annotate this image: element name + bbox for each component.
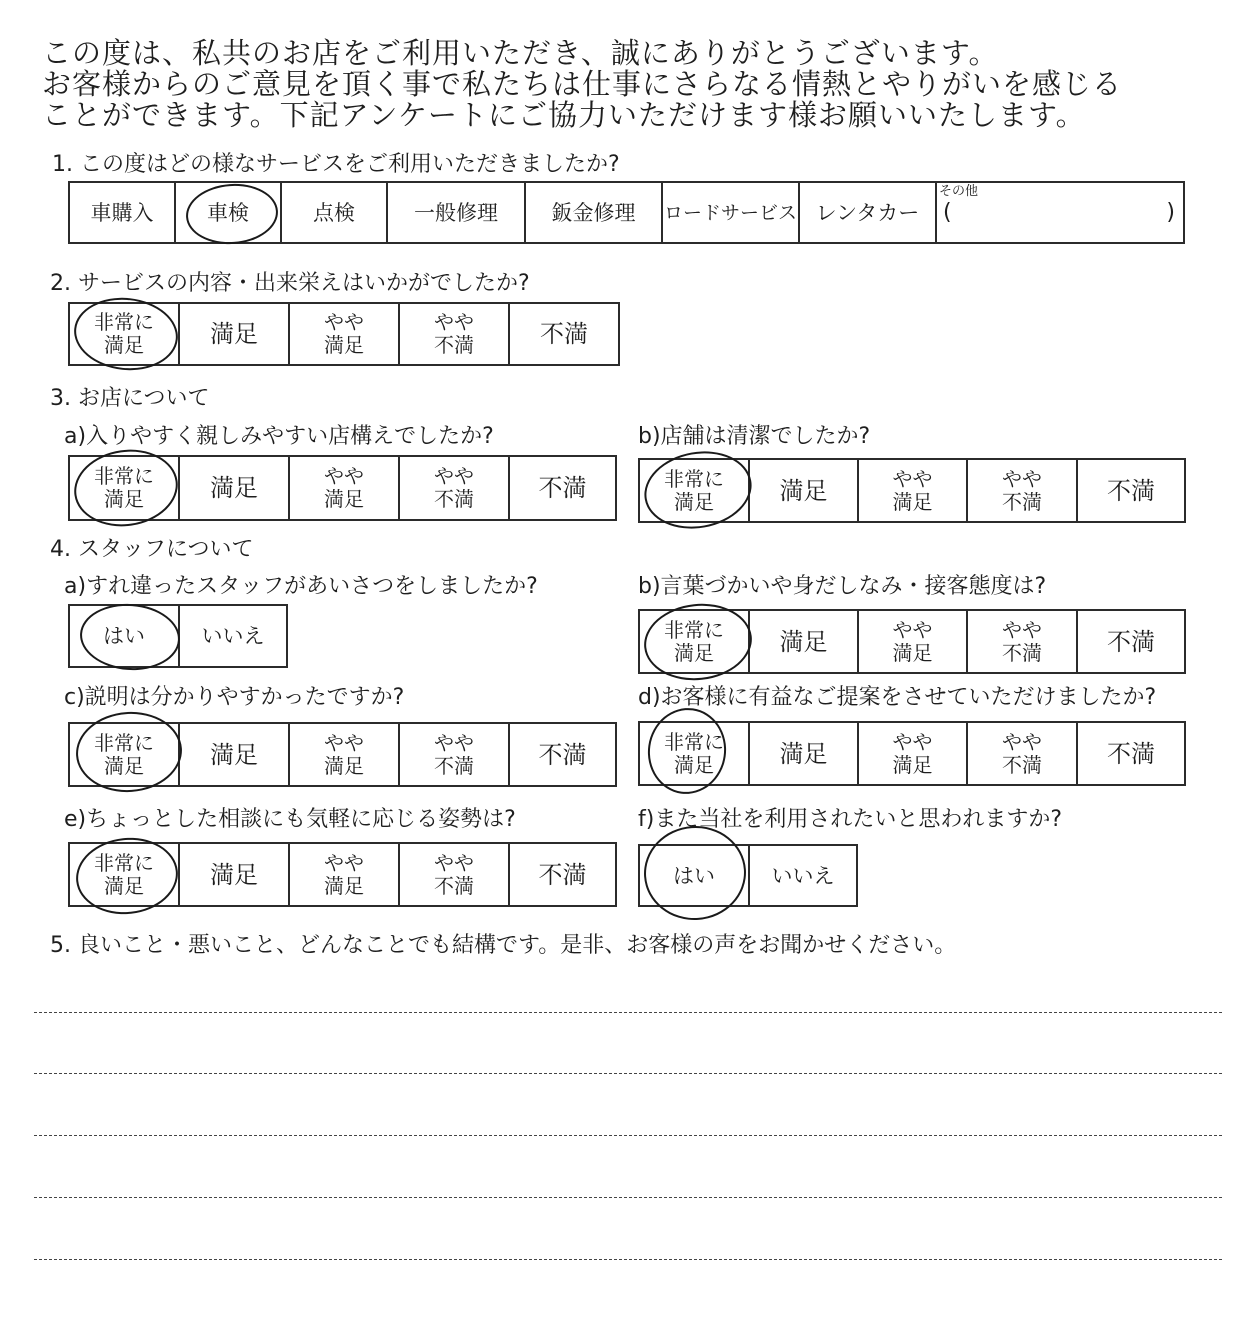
q3b-opt1-line2: 満足	[674, 489, 714, 514]
q2-option-satisfied[interactable]: 満足	[180, 304, 290, 364]
q4d-option-dissatisfied[interactable]: 不満	[1107, 739, 1155, 768]
q4f-yesno	[638, 844, 858, 907]
q4d-opt3-line1: やや	[892, 729, 933, 754]
q4b-opt3-line2: 満足	[892, 640, 933, 665]
q4d-question: d)お客様に有益なご提案をさせていただけましたか?	[638, 685, 1157, 710]
q4f-question: f)また当社を利用されたいと思われますか?	[638, 807, 1063, 832]
q3b-question: b)店舗は清潔でしたか?	[638, 424, 871, 449]
q4d-opt1-line1: 非常に	[664, 729, 724, 754]
q4c-question: c)説明は分かりやすかったですか?	[64, 685, 405, 710]
q4e-option-dissatisfied[interactable]: 不満	[538, 860, 587, 889]
q2-opt1-line2: 満足	[104, 333, 144, 357]
q3b-opt3-line1: やや	[892, 466, 933, 491]
q3a-option-dissatisfied[interactable]: 不満	[538, 474, 587, 502]
intro-text	[42, 38, 1122, 131]
q3b-opt4-line2: 不満	[1002, 489, 1042, 514]
q4e-option-satisfied[interactable]: 満足	[180, 844, 290, 905]
intro-line-1: この度は、私共のお店をご利用いただき、誠にありがとうございます。	[42, 36, 999, 70]
q4d-opt1-line2: 満足	[674, 752, 714, 777]
q4c-option-somewhat-dissatisfied[interactable]	[400, 724, 510, 785]
intro-line-2: お客様からのご意見を頂く事で私たちは仕事にさらなる情熱とやりがいを感じる	[42, 67, 1123, 101]
comment-line-2[interactable]	[34, 1073, 1222, 1074]
q3b-option-satisfied[interactable]: 満足	[750, 460, 859, 521]
q4f-option-yes[interactable]: はい	[640, 846, 750, 905]
q4a-yesno	[68, 604, 288, 668]
q5-question: 5. 良いこと・悪いこと、どんなことでも結構です。是非、お客様の声をお聞かせください。	[50, 933, 957, 958]
q4d-option-satisfied[interactable]: 満足	[750, 723, 859, 784]
q3a-opt4-line2: 不満	[434, 487, 474, 511]
q4d-option-somewhat-dissatisfied[interactable]	[968, 723, 1078, 784]
q4c-scale	[68, 722, 617, 787]
comment-line-3[interactable]	[34, 1135, 1222, 1136]
q2-question: 2. サービスの内容・出来栄えはいかがでしたか?	[50, 271, 530, 296]
q4e-opt3-line2: 満足	[324, 873, 364, 898]
q4c-opt1-line2: 満足	[104, 753, 144, 778]
q4b-option-very-satisfied[interactable]	[640, 611, 750, 672]
q4b-scale	[638, 609, 1186, 674]
q4d-option-somewhat-satisfied[interactable]	[859, 723, 968, 784]
q4c-option-dissatisfied[interactable]: 不満	[538, 740, 587, 769]
q3b-option-dissatisfied[interactable]: 不満	[1107, 476, 1155, 505]
q4b-opt4-line2: 不満	[1002, 640, 1042, 665]
q3a-option-satisfied[interactable]: 満足	[180, 457, 290, 519]
q4b-question: b)言葉づかいや身だしなみ・接客態度は?	[638, 574, 1047, 599]
q4c-opt1-line1: 非常に	[94, 730, 154, 755]
comment-line-5[interactable]	[34, 1259, 1222, 1260]
q3a-opt4-line1: やや	[434, 464, 474, 488]
q4e-opt1-line2: 満足	[104, 873, 144, 898]
q2-opt3-line1: やや	[324, 310, 364, 334]
q4b-option-satisfied[interactable]: 満足	[750, 611, 859, 672]
q3a-option-very-satisfied[interactable]	[70, 457, 180, 519]
q3b-opt4-line1: やや	[1002, 466, 1042, 491]
q4a-option-yes[interactable]: はい	[70, 606, 180, 666]
q2-option-very-satisfied[interactable]	[70, 304, 180, 364]
q4c-option-somewhat-satisfied[interactable]	[290, 724, 400, 785]
q4b-opt1-line2: 満足	[674, 640, 714, 665]
q4c-opt3-line2: 満足	[324, 753, 364, 778]
q4c-opt3-line1: やや	[324, 730, 364, 755]
q3a-question: a)入りやすく親しみやすい店構えでしたか?	[64, 424, 494, 449]
q1-other-close-paren: )	[1166, 200, 1175, 225]
q4f-option-no[interactable]: いいえ	[771, 863, 835, 888]
q1-option-rental-car[interactable]: レンタカー	[800, 183, 937, 242]
q2-option-dissatisfied[interactable]: 不満	[540, 320, 588, 348]
q4c-opt4-line1: やや	[434, 730, 474, 755]
q4a-option-no[interactable]: いいえ	[201, 624, 265, 648]
q3a-option-somewhat-dissatisfied[interactable]	[400, 457, 510, 519]
q4b-option-somewhat-dissatisfied[interactable]	[968, 611, 1078, 672]
q1-option-other[interactable]	[937, 183, 1183, 242]
q3b-option-somewhat-dissatisfied[interactable]	[968, 460, 1078, 521]
q2-opt4-line1: やや	[434, 310, 474, 334]
q1-option-road-service[interactable]: ロードサービス	[663, 183, 800, 242]
q4b-option-dissatisfied[interactable]: 不満	[1107, 627, 1155, 656]
q4b-opt3-line1: やや	[892, 617, 933, 642]
q4a-question: a)すれ違ったスタッフがあいさつをしましたか?	[64, 574, 538, 599]
q1-other-field[interactable]	[937, 200, 1183, 226]
q1-option-check[interactable]: 点検	[282, 183, 388, 242]
q4c-option-very-satisfied[interactable]	[70, 724, 180, 785]
q4e-question: e)ちょっとした相談にも気軽に応じる姿勢は?	[64, 807, 516, 832]
q4d-opt3-line2: 満足	[892, 752, 933, 777]
q1-question: 1. この度はどの様なサービスをご利用いただきましたか?	[52, 152, 620, 177]
q1-options	[68, 181, 1185, 244]
q4d-opt4-line1: やや	[1002, 729, 1042, 754]
q4e-scale	[68, 842, 617, 907]
q3a-option-somewhat-satisfied[interactable]	[290, 457, 400, 519]
q3-heading: 3. お店について	[50, 386, 210, 411]
q4d-scale	[638, 721, 1186, 786]
q4b-option-somewhat-satisfied[interactable]	[859, 611, 968, 672]
q4b-opt4-line1: やや	[1002, 617, 1042, 642]
q3a-scale	[68, 455, 617, 521]
q4e-opt3-line1: やや	[324, 850, 364, 875]
q4e-option-somewhat-satisfied[interactable]	[290, 844, 400, 905]
q3b-option-somewhat-satisfied[interactable]	[859, 460, 968, 521]
q4e-opt1-line1: 非常に	[94, 850, 154, 875]
q2-opt1-line1: 非常に	[94, 310, 154, 334]
q3b-opt1-line1: 非常に	[664, 466, 724, 491]
q3a-opt3-line2: 満足	[324, 487, 364, 511]
q3b-opt3-line2: 満足	[892, 489, 933, 514]
q1-option-body-repair[interactable]: 鈑金修理	[526, 183, 663, 242]
comment-line-4[interactable]	[34, 1197, 1222, 1198]
q4e-option-very-satisfied[interactable]	[70, 844, 180, 905]
q4b-opt1-line1: 非常に	[664, 617, 724, 642]
q3b-scale	[638, 458, 1186, 523]
q4d-opt4-line2: 不満	[1002, 752, 1042, 777]
q4d-option-very-satisfied[interactable]	[640, 723, 750, 784]
q2-option-somewhat-satisfied[interactable]	[290, 304, 400, 364]
q4e-opt4-line1: やや	[434, 850, 474, 875]
q2-opt3-line2: 満足	[324, 333, 364, 357]
q4c-option-satisfied[interactable]: 満足	[180, 724, 290, 785]
q4e-opt4-line2: 不満	[434, 873, 474, 898]
q4c-opt4-line2: 不満	[434, 753, 474, 778]
q2-option-somewhat-dissatisfied[interactable]	[400, 304, 510, 364]
q3a-opt3-line1: やや	[324, 464, 364, 488]
q3a-opt1-line1: 非常に	[94, 464, 154, 488]
q1-other-label: その他	[939, 184, 979, 199]
q4e-option-somewhat-dissatisfied[interactable]	[400, 844, 510, 905]
intro-line-3: ことができます。下記アンケートにご協力いただけます様お願いいたします。	[42, 98, 1086, 132]
q1-option-inspection[interactable]: 車検	[176, 183, 282, 242]
q1-other-open-paren: (	[943, 200, 952, 225]
q1-option-general-repair[interactable]: 一般修理	[388, 183, 526, 242]
q3b-option-very-satisfied[interactable]	[640, 460, 750, 521]
comment-line-1[interactable]	[34, 1012, 1222, 1013]
q3a-opt1-line2: 満足	[104, 487, 144, 511]
q2-scale	[68, 302, 620, 366]
q4-heading: 4. スタッフについて	[50, 537, 254, 562]
q2-opt4-line2: 不満	[434, 333, 474, 357]
q1-option-car-purchase[interactable]: 車購入	[70, 183, 176, 242]
